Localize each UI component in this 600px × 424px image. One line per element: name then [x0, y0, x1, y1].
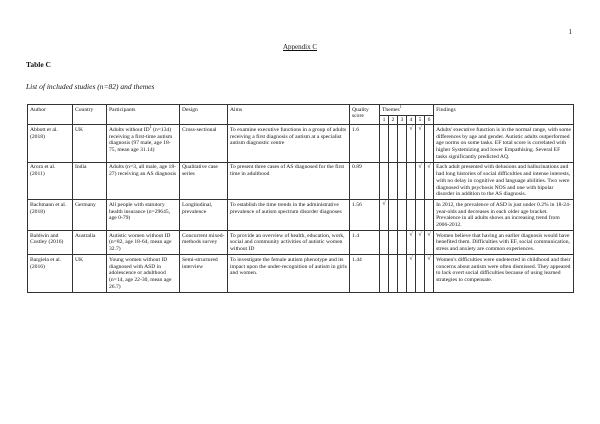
study-author: Bachmann et al. (2018)	[28, 200, 73, 231]
study-findings: Each adult presented with delusions and hallucinations and had long histories of social difficulties and intense interests, with no delay in cognitive and language abilities. Two were diagnosed with psychosis NOS and one with bipolar disorder in addition to the AS diagnosis.	[434, 162, 574, 200]
theme-cell	[425, 125, 434, 163]
theme-cell	[416, 200, 425, 231]
header-themes-label: Themes	[382, 106, 400, 113]
header-row	[28, 105, 574, 116]
study-country: UK	[73, 255, 107, 293]
study-aims: To examine executive functions in a group of adults receiving a first diagnosis of autism at a specialist autism diagnostic centre	[228, 125, 350, 163]
header-quality: Quality score	[350, 105, 380, 125]
page-number: 1	[568, 28, 572, 36]
study-country: Germany	[73, 200, 107, 231]
study-author: Bargiela et al. (2016)	[28, 255, 73, 293]
study-author: Abbott et al. (2018)	[28, 125, 73, 163]
theme-number: 6	[425, 115, 434, 125]
table-caption: List of included studies (n=82) and themes	[26, 82, 155, 91]
study-aims: To present three cases of AS diagnosed for the first time in adulthood	[228, 162, 350, 200]
header-participants: Participants	[107, 105, 180, 125]
header-themes	[380, 105, 434, 116]
study-aims: To establish the time trends in the administrative prevalence of autism spectrum disorder diagnoses	[228, 200, 350, 231]
theme-cell	[398, 162, 407, 200]
theme-cell	[380, 255, 389, 293]
header-country: Country	[73, 105, 107, 125]
study-participants: Young women without ID diagnosed with ASD in adolescence or adulthood (n=14, age 22-30, mean age 26.7)	[107, 255, 180, 293]
theme-cell	[380, 231, 389, 255]
theme-cell	[398, 200, 407, 231]
study-row	[28, 231, 574, 255]
theme-check-mark: √	[425, 231, 434, 255]
study-design: Longitudinal, prevalence	[180, 200, 228, 231]
study-author: Baldwin and Costley (2016)	[28, 231, 73, 255]
table-label: Table C	[26, 60, 51, 69]
study-quality: 1.6	[350, 125, 380, 163]
theme-check-mark: √	[416, 125, 425, 163]
study-design: Semi-structured interview	[180, 255, 228, 293]
header-findings: Findings	[434, 105, 574, 125]
theme-number: 4	[407, 115, 416, 125]
study-row	[28, 200, 574, 231]
study-author: Arora et al. (2011)	[28, 162, 73, 200]
participants-text-rest: (n=134) receiving a first-time autism diagnosis (97 male, age 18-75, mean age 31.14)	[109, 126, 173, 154]
theme-cell	[389, 200, 398, 231]
theme-number: 3	[398, 115, 407, 125]
header-aims: Aims	[228, 105, 350, 125]
study-aims: To provide an overview of health, education, work, social and community activities of autistic women without ID	[228, 231, 350, 255]
study-findings: In 2012, the prevalence of ASD is just under 0.2% in 18-24-year-olds and decreases in each older age bracket. Prevalence in all adults shows an increasing trend from 2006-2012.	[434, 200, 574, 231]
study-country: Australia	[73, 231, 107, 255]
theme-cell	[398, 125, 407, 163]
theme-check-mark: √	[425, 255, 434, 293]
theme-check-mark: √	[407, 231, 416, 255]
study-participants: Adults (n=3, all male, age 18-27) receiving an AS diagnosis	[107, 162, 180, 200]
study-row	[28, 162, 574, 200]
study-quality: 1.56	[350, 200, 380, 231]
study-design: Concurrent mixed-methods survey	[180, 231, 228, 255]
theme-check-mark: √	[425, 162, 434, 200]
study-country: India	[73, 162, 107, 200]
study-findings: Women's difficulties were undetected in childhood and their concerns about autism were often dismissed. They appeared to lack overt social difficulties because of using learned strategies to compensate.	[434, 255, 574, 293]
theme-number: 5	[416, 115, 425, 125]
theme-cell	[398, 255, 407, 293]
study-design: Cross-sectional	[180, 125, 228, 163]
theme-check-mark: √	[407, 125, 416, 163]
study-participants	[107, 125, 180, 163]
theme-cell	[389, 231, 398, 255]
study-aims: To investigate the female autism phenotype and its impact upon the under-recognition of autism in girls and women.	[228, 255, 350, 293]
theme-number: 2	[389, 115, 398, 125]
study-quality: 1.4	[350, 231, 380, 255]
theme-cell	[389, 125, 398, 163]
theme-cell	[389, 255, 398, 293]
studies-table	[27, 104, 574, 293]
study-findings: Adults' executive function is in the normal range, with some differences by age and gender. Autistic adults outperformed age norms on some tasks. EF total score is correlated with higher Systemizing and lower Empathising. Several EF tasks significantly predicted AQ.	[434, 125, 574, 163]
theme-cell	[407, 162, 416, 200]
theme-cell	[389, 162, 398, 200]
theme-cell	[407, 200, 416, 231]
study-participants: Autistic women without ID (n=82, age 18-64, mean age 32.7)	[107, 231, 180, 255]
study-findings: Women believe that having an earlier diagnosis would have benefited them. Difficulties with EF, social communication, stress and anxiety are common experiences.	[434, 231, 574, 255]
header-themes-footnote: 1	[399, 103, 402, 109]
study-participants: All people with statutory health insurance (n=29645, age 0-79)	[107, 200, 180, 231]
study-design: Qualitative case series	[180, 162, 228, 200]
theme-cell	[380, 162, 389, 200]
theme-cell	[425, 200, 434, 231]
study-country: UK	[73, 125, 107, 163]
header-design: Design	[180, 105, 228, 125]
study-quality: 0.89	[350, 162, 380, 200]
theme-cell	[380, 125, 389, 163]
participants-text: Adults without ID	[109, 126, 150, 133]
study-quality: 1.44	[350, 255, 380, 293]
theme-check-mark: √	[416, 162, 425, 200]
participants-footnote: 1	[149, 124, 152, 130]
header-author: Author	[28, 105, 73, 125]
theme-number: 1	[380, 115, 389, 125]
study-row	[28, 125, 574, 163]
theme-check-mark: √	[407, 255, 416, 293]
theme-check-mark: √	[380, 200, 389, 231]
theme-cell	[398, 231, 407, 255]
theme-cell	[416, 255, 425, 293]
appendix-title: Appendix C	[282, 43, 318, 51]
theme-check-mark: √	[416, 231, 425, 255]
study-row	[28, 255, 574, 293]
